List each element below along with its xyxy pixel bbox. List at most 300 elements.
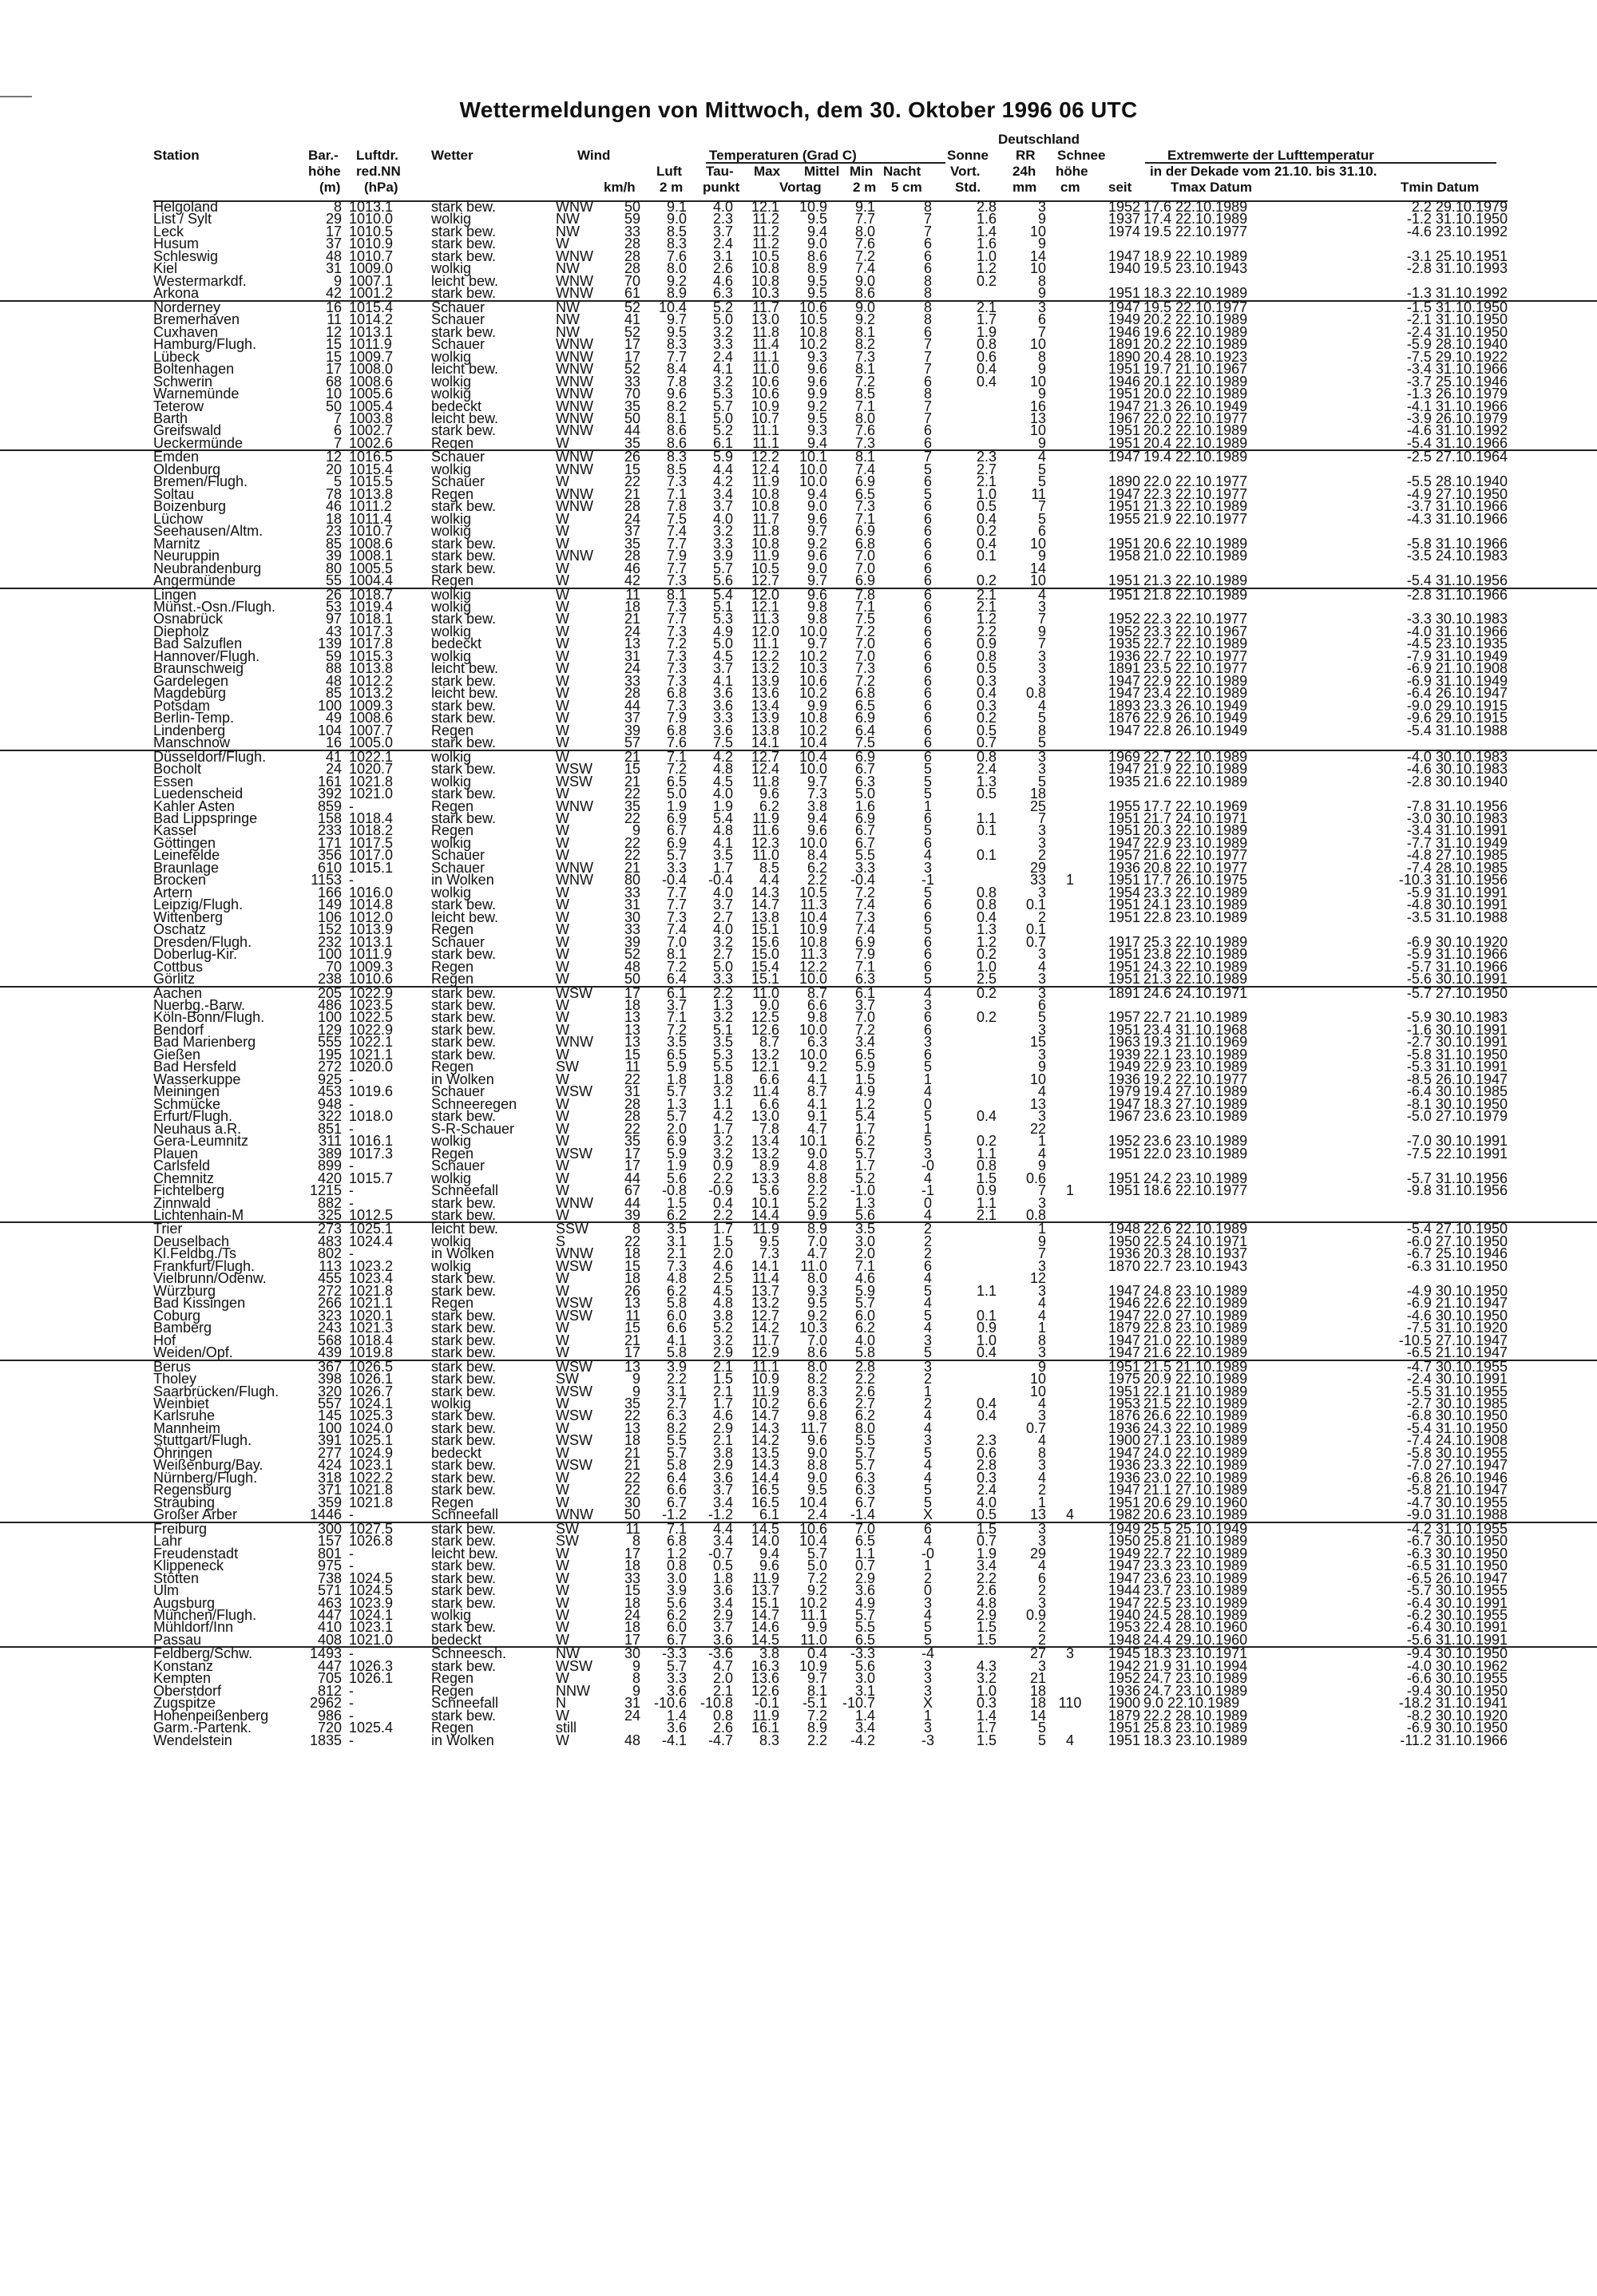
- altitude: 359: [317, 1494, 342, 1510]
- tmax-record: 23.8 22.10.1989: [1143, 946, 1248, 963]
- tmin-record: -5.7 31.10.1966: [1406, 958, 1508, 975]
- min-temperature: 8.2: [854, 336, 875, 353]
- page-title: Wettermeldungen von Mittwoch, dem 30. Oktober 1996 06 UTC: [459, 97, 1138, 122]
- record-since: 1936: [1108, 859, 1140, 876]
- sunshine-hours: 4.0: [976, 1494, 997, 1510]
- record-since: 1947: [1108, 398, 1140, 414]
- dew-point: 3.2: [712, 1133, 733, 1150]
- max-temperature: 8.7: [759, 1034, 779, 1051]
- precipitation: 10: [1029, 1371, 1046, 1387]
- table-row: [0, 722, 1597, 738]
- dew-point: 4.6: [712, 1257, 733, 1274]
- max-temperature: 14.7: [751, 897, 779, 913]
- record-since: 1951: [1108, 946, 1140, 963]
- weather: Schauer: [431, 1083, 485, 1100]
- dew-point: 3.5: [712, 1034, 733, 1051]
- weather: leicht bew.: [431, 660, 499, 677]
- min-temperature: 7.1: [854, 958, 875, 975]
- precipitation: 4: [1037, 586, 1046, 603]
- record-since: 1946: [1108, 323, 1140, 340]
- max-temperature: 3.8: [759, 1645, 779, 1662]
- max-temperature: 11.9: [752, 548, 779, 564]
- air-temperature: 6.4: [666, 1469, 687, 1486]
- altitude: 320: [317, 1383, 342, 1399]
- min-temperature: 8.6: [854, 285, 875, 302]
- header-tmin-datum: Tmin Datum: [1401, 180, 1480, 195]
- night-min-5cm: 3: [923, 1657, 932, 1674]
- wind-direction: WSW: [556, 1383, 592, 1399]
- min-temperature: 7.1: [854, 398, 875, 414]
- record-since: 1975: [1108, 1371, 1140, 1387]
- mean-temperature: 9.3: [806, 422, 827, 439]
- precipitation: 4: [1037, 1558, 1046, 1574]
- wind-direction: W: [556, 1444, 569, 1461]
- dew-point: 1.9: [712, 798, 733, 814]
- air-temperature: 6.5: [666, 773, 687, 790]
- precipitation: 9: [1037, 1358, 1046, 1375]
- tmax-record: 20.3 28.10.1937: [1143, 1245, 1248, 1262]
- precipitation: 13: [1029, 410, 1046, 426]
- sunshine-hours: 2.4: [976, 761, 997, 778]
- pressure: -: [349, 1645, 354, 1662]
- precipitation: 10: [1029, 260, 1046, 277]
- air-temperature: -4.1: [661, 1732, 687, 1748]
- mean-temperature: 11.0: [800, 1631, 827, 1648]
- precipitation: 2: [1037, 1582, 1046, 1599]
- mean-temperature: 8.9: [806, 260, 827, 277]
- table-row: [0, 247, 1597, 264]
- max-temperature: 12.4: [751, 461, 779, 477]
- table-row: [0, 613, 1597, 625]
- max-temperature: 11.8: [752, 773, 779, 790]
- night-min-5cm: 6: [923, 586, 932, 603]
- dew-point: 3.3: [712, 336, 733, 353]
- weather: wolkig: [431, 586, 472, 603]
- tmin-record: -7.5 29.10.1922: [1406, 348, 1508, 365]
- wind-direction: W: [556, 660, 569, 677]
- weather: stark bew.: [431, 1009, 497, 1026]
- sunshine-hours: 0.2: [976, 272, 997, 289]
- pressure: 1017.5: [349, 834, 394, 851]
- wind-speed: 70: [624, 272, 640, 289]
- min-temperature: 9.0: [854, 272, 875, 289]
- min-temperature: -1.0: [850, 1182, 875, 1199]
- altitude: 323: [317, 1307, 342, 1324]
- min-temperature: 7.2: [854, 672, 875, 689]
- precipitation: 5: [1037, 473, 1046, 490]
- dew-point: 3.9: [712, 548, 733, 564]
- max-temperature: 10.9: [751, 398, 779, 414]
- precipitation: 3: [1037, 1520, 1046, 1537]
- tmin-record: -7.0 27.10.1947: [1406, 1457, 1508, 1474]
- air-temperature: 6.9: [666, 834, 687, 851]
- air-temperature: 8.2: [666, 398, 687, 414]
- max-temperature: 11.3: [752, 611, 779, 627]
- record-since: 1953: [1108, 1619, 1140, 1636]
- wind-direction: W: [556, 1482, 569, 1498]
- record-since: 1879: [1108, 1320, 1140, 1336]
- tmin-record: -6.5 26.10.1947: [1406, 1570, 1508, 1586]
- min-temperature: 8.0: [854, 223, 875, 239]
- sunshine-hours: 0.4: [976, 361, 997, 378]
- night-min-5cm: 6: [923, 434, 932, 451]
- precipitation: 5: [1037, 1732, 1046, 1748]
- table-row: [0, 1582, 1597, 1599]
- wind-direction: WNW: [556, 548, 593, 564]
- precipitation: 18: [1029, 786, 1046, 802]
- pressure: 1008.1: [349, 548, 394, 564]
- precipitation: 0.1: [1025, 897, 1046, 913]
- pressure: 1021.1: [349, 1046, 394, 1063]
- station-name: Seehausen/Altm.: [153, 523, 264, 540]
- table-row: [0, 1522, 1597, 1535]
- tmin-record: -5.8 31.10.1966: [1406, 535, 1508, 552]
- station-name: Stötten: [153, 1570, 200, 1586]
- dew-point: -0.7: [707, 1545, 733, 1562]
- wind-direction: WNW: [556, 485, 593, 502]
- weather: Schneefall: [431, 1695, 499, 1712]
- station-name: Mühldorf/Inn: [153, 1619, 234, 1636]
- station-name: Weiden/Opf.: [153, 1344, 233, 1361]
- min-temperature: 6.5: [854, 1533, 875, 1550]
- air-temperature: 7.3: [666, 647, 687, 664]
- weather: stark bew.: [431, 1358, 497, 1375]
- dew-point: 4.8: [712, 1295, 733, 1312]
- precipitation: 10: [1029, 535, 1046, 552]
- weather: Schauer: [431, 449, 485, 465]
- dew-point: 1.8: [712, 1071, 733, 1087]
- max-temperature: 15.0: [751, 946, 779, 963]
- altitude: 12: [325, 323, 342, 340]
- wind-direction: S: [556, 1233, 566, 1249]
- dew-point: -4.7: [707, 1732, 733, 1748]
- night-min-5cm: 6: [923, 373, 932, 390]
- pressure: 1022.2: [349, 1469, 394, 1486]
- air-temperature: 8.1: [666, 586, 687, 603]
- dew-point: -0.4: [707, 872, 733, 889]
- table-row: [0, 750, 1597, 763]
- air-temperature: 7.4: [666, 523, 687, 540]
- sunshine-hours: 2.2: [976, 623, 997, 639]
- tmax-record: 27.1 23.10.1989: [1143, 1432, 1248, 1449]
- tmax-record: 19.2 22.10.1977: [1143, 1071, 1248, 1087]
- weather: bedeckt: [431, 1631, 482, 1648]
- table-row: [0, 1506, 1597, 1523]
- altitude: 88: [325, 660, 342, 677]
- tmin-record: -4.5 23.10.1935: [1406, 635, 1508, 652]
- air-temperature: 6.3: [666, 1407, 687, 1424]
- air-temperature: 7.3: [666, 599, 687, 615]
- tmax-record: 21.0 22.10.1989: [1143, 1332, 1248, 1348]
- record-since: 1947: [1108, 1095, 1140, 1112]
- mean-temperature: 10.0: [798, 761, 827, 778]
- snow-depth: 1: [1065, 1182, 1074, 1199]
- air-temperature: -1.2: [661, 1506, 687, 1523]
- wind-speed: 17: [624, 1344, 640, 1361]
- station-name: Regensburg: [153, 1482, 232, 1498]
- min-temperature: 6.3: [854, 773, 875, 790]
- wind-direction: WSW: [556, 1083, 592, 1100]
- dew-point: 4.2: [712, 748, 733, 765]
- tmax-record: 20.6 23.10.1989: [1143, 1506, 1248, 1523]
- precipitation: 3: [1037, 1344, 1046, 1361]
- weather: stark bew.: [431, 1021, 497, 1038]
- record-since: 1952: [1108, 623, 1140, 639]
- max-temperature: 16.1: [751, 1720, 779, 1736]
- sunshine-hours: 0.8: [976, 647, 997, 664]
- record-since: 1951: [1108, 958, 1140, 975]
- dew-point: 1.7: [712, 1395, 733, 1411]
- precipitation: 3: [1037, 884, 1046, 901]
- altitude: 8: [333, 199, 342, 215]
- air-temperature: 0.8: [666, 1558, 687, 1574]
- sunshine-hours: 1.2: [976, 933, 997, 950]
- mean-temperature: 10.9: [798, 1657, 827, 1674]
- min-temperature: 8.1: [854, 323, 875, 340]
- tmin-record: -5.4 31.10.1966: [1406, 434, 1508, 451]
- weather: stark bew.: [431, 223, 497, 239]
- header-vortag: Vortag: [779, 180, 822, 195]
- tmax-record: 22.1 23.10.1989: [1143, 1046, 1248, 1063]
- pressure: 1026.5: [349, 1358, 394, 1375]
- night-min-5cm: -0: [921, 1545, 934, 1562]
- min-temperature: 7.0: [854, 1520, 875, 1537]
- station-name: Vielbrunn/Odenw.: [153, 1270, 267, 1287]
- min-temperature: 2.9: [854, 1570, 875, 1586]
- tmin-record: -7.5 31.10.1920: [1406, 1320, 1508, 1336]
- dew-point: 4.0: [712, 199, 733, 215]
- weather: stark bew.: [431, 498, 497, 515]
- station-name: Kiel: [153, 260, 178, 277]
- pressure: 1023.5: [349, 997, 394, 1013]
- weather: stark bew.: [431, 1594, 497, 1611]
- mean-temperature: 7.0: [806, 1332, 827, 1348]
- max-temperature: 14.1: [751, 734, 779, 751]
- station-name: Weinbiet: [153, 1395, 209, 1411]
- pressure: 1018.0: [349, 1108, 394, 1125]
- wind-speed: 18: [624, 997, 640, 1013]
- min-temperature: 4.9: [854, 1594, 875, 1611]
- max-temperature: 11.1: [752, 348, 779, 365]
- dew-point: 0.8: [712, 1707, 733, 1724]
- station-name: Tholey: [153, 1371, 197, 1387]
- dew-point: 3.6: [712, 722, 733, 738]
- max-temperature: 13.0: [751, 311, 779, 328]
- max-temperature: 13.0: [751, 1108, 779, 1125]
- wind-speed: 80: [624, 872, 640, 889]
- header-wind-unit: km/h: [604, 180, 636, 195]
- pressure: 1010.9: [349, 236, 394, 252]
- dew-point: 4.1: [712, 361, 733, 378]
- precipitation: 3: [1037, 599, 1046, 615]
- weather: Schauer: [431, 1158, 485, 1174]
- precipitation: 14: [1029, 560, 1046, 576]
- wind-direction: WNW: [556, 422, 593, 439]
- header-sonne-1: Sonne: [947, 148, 989, 163]
- min-temperature: 7.8: [854, 586, 875, 603]
- wind-direction: W: [556, 510, 569, 527]
- mean-temperature: 8.7: [806, 984, 827, 1001]
- max-temperature: 11.9: [752, 1570, 779, 1586]
- night-min-5cm: 2: [923, 1221, 932, 1237]
- dew-point: 0.9: [712, 1158, 733, 1174]
- tmin-record: -5.9 31.10.1991: [1406, 884, 1508, 901]
- max-temperature: 12.9: [751, 1344, 779, 1361]
- wind-speed: 17: [624, 348, 640, 365]
- wind-speed: 18: [624, 1270, 640, 1287]
- mean-temperature: 11.3: [800, 946, 827, 963]
- dew-point: 4.4: [712, 461, 733, 477]
- night-min-5cm: 6: [923, 647, 932, 664]
- weather: stark bew.: [431, 247, 497, 264]
- max-temperature: 11.6: [752, 822, 779, 839]
- tmax-record: 22.7 23.10.1943: [1143, 1257, 1248, 1274]
- station-name: Bad Salzuflen: [153, 635, 243, 652]
- table-row: [0, 434, 1597, 451]
- night-min-5cm: 5: [923, 1059, 932, 1075]
- pressure: 1007.1: [349, 272, 394, 289]
- wind-direction: WSW: [556, 1145, 592, 1162]
- record-since: 1917: [1108, 933, 1140, 950]
- precipitation: 9: [1037, 361, 1046, 378]
- table-row: [0, 1160, 1597, 1172]
- tmin-record: -3.1 25.10.1951: [1406, 247, 1508, 264]
- wind-direction: WSW: [556, 984, 592, 1001]
- tmin-record: 2.2 29.10.1979: [1411, 199, 1508, 215]
- altitude: 272: [317, 1059, 342, 1075]
- wind-direction: W: [556, 1594, 569, 1611]
- min-temperature: 7.3: [854, 660, 875, 677]
- mean-temperature: 9.7: [806, 523, 827, 540]
- wind-speed: 22: [624, 1233, 640, 1249]
- min-temperature: 6.2: [854, 1407, 875, 1424]
- mean-temperature: 9.2: [806, 535, 827, 552]
- wind-direction: W: [556, 1606, 569, 1623]
- table-row: [0, 1657, 1597, 1674]
- station-name: Hof: [153, 1332, 176, 1348]
- snow-depth: 4: [1065, 1732, 1074, 1748]
- mean-temperature: 11.1: [800, 1606, 827, 1623]
- tmax-record: 23.6 23.10.1989: [1143, 1133, 1248, 1150]
- night-min-5cm: 6: [923, 685, 932, 702]
- wind-direction: W: [556, 1282, 569, 1299]
- wind-speed: 11: [625, 1520, 640, 1537]
- min-temperature: 2.8: [854, 1358, 875, 1375]
- night-min-5cm: 5: [923, 773, 932, 790]
- precipitation: 8: [1037, 272, 1046, 289]
- night-min-5cm: 7: [923, 398, 932, 414]
- wind-speed: 18: [624, 1558, 640, 1574]
- tmax-record: 20.1 22.10.1989: [1143, 373, 1248, 390]
- dew-point: 5.4: [712, 586, 733, 603]
- air-temperature: 6.8: [666, 1533, 687, 1550]
- record-since: 1951: [1108, 572, 1140, 589]
- pressure: 1025.1: [349, 1432, 394, 1449]
- min-temperature: 1.6: [854, 798, 875, 814]
- altitude: 948: [317, 1095, 342, 1112]
- tmin-record: -1.3 31.10.1992: [1406, 285, 1508, 302]
- record-since: 1891: [1108, 660, 1140, 677]
- air-temperature: 7.2: [666, 1021, 687, 1038]
- altitude: 738: [317, 1570, 342, 1586]
- altitude: 801: [317, 1545, 342, 1562]
- altitude: 232: [317, 933, 342, 950]
- weather: wolkig: [431, 773, 472, 790]
- tmin-record: -9.4 30.10.1950: [1406, 1645, 1508, 1662]
- weather: wolkig: [431, 623, 472, 639]
- sunshine-hours: 1.3: [976, 773, 997, 790]
- wind-speed: 33: [624, 1570, 640, 1586]
- night-min-5cm: 4: [923, 1533, 932, 1550]
- pressure: 1011.2: [349, 498, 392, 515]
- max-temperature: 12.1: [751, 199, 779, 215]
- precipitation: 7: [1037, 635, 1046, 652]
- wind-direction: WSW: [556, 1657, 592, 1674]
- tmax-record: 24.7 23.10.1989: [1143, 1682, 1248, 1699]
- mean-temperature: 9.3: [806, 1282, 827, 1299]
- header-luftdruck-2: red.NN: [356, 164, 401, 179]
- max-temperature: 10.8: [751, 535, 779, 552]
- max-temperature: 15.1: [751, 1594, 779, 1611]
- precipitation: 10: [1029, 223, 1046, 239]
- tmax-record: 25.5 25.10.1949: [1143, 1520, 1248, 1537]
- max-temperature: 11.0: [752, 847, 779, 864]
- record-since: 1891: [1108, 984, 1140, 1001]
- record-since: 1947: [1108, 1570, 1140, 1586]
- air-temperature: 6.2: [666, 1206, 687, 1223]
- tmax-record: 24.7 23.10.1989: [1143, 1670, 1248, 1687]
- mean-temperature: 10.3: [798, 1320, 827, 1336]
- tmax-record: 20.4 22.10.1989: [1143, 434, 1248, 451]
- wind-speed: 21: [624, 611, 640, 627]
- tmin-record: -5.4 31.10.1956: [1406, 572, 1508, 589]
- altitude: 106: [317, 909, 342, 925]
- altitude: 6: [333, 422, 342, 439]
- dew-point: 2.0: [712, 1670, 733, 1687]
- wind-speed: 21: [624, 748, 640, 765]
- tmax-record: 21.5 22.10.1989: [1143, 1395, 1248, 1411]
- air-temperature: 6.6: [666, 1482, 687, 1498]
- dew-point: -3.6: [707, 1645, 733, 1662]
- min-temperature: 8.0: [854, 410, 875, 426]
- night-min-5cm: 5: [923, 822, 932, 839]
- precipitation: 3: [1037, 1457, 1046, 1474]
- table-row: [0, 1095, 1597, 1112]
- sunshine-hours: 2.8: [976, 199, 997, 215]
- weather: stark bew.: [431, 1657, 497, 1674]
- night-min-5cm: 3: [923, 1720, 932, 1736]
- mean-temperature: 9.5: [806, 1482, 827, 1498]
- min-temperature: 7.2: [854, 623, 875, 639]
- night-min-5cm: 4: [923, 1407, 932, 1424]
- altitude: 85: [325, 685, 342, 702]
- altitude: 166: [317, 884, 342, 901]
- max-temperature: 7.3: [759, 1245, 779, 1262]
- sunshine-hours: 1.0: [976, 1332, 997, 1348]
- record-since: 1940: [1108, 260, 1140, 277]
- station-name: Neuruppin: [153, 548, 220, 564]
- table-row: [0, 535, 1597, 552]
- min-temperature: 5.7: [854, 1606, 875, 1623]
- min-temperature: -10.7: [842, 1695, 875, 1712]
- sunshine-hours: 0.2: [976, 710, 997, 726]
- header-schnee-1: Schnee: [1057, 148, 1106, 163]
- precipitation: 11: [1031, 485, 1046, 502]
- tmin-record: -4.6 23.10.1992: [1406, 223, 1508, 239]
- sunshine-hours: 2.1: [976, 586, 997, 603]
- pressure: 1004.4: [349, 572, 394, 589]
- record-since: 1946: [1108, 373, 1140, 390]
